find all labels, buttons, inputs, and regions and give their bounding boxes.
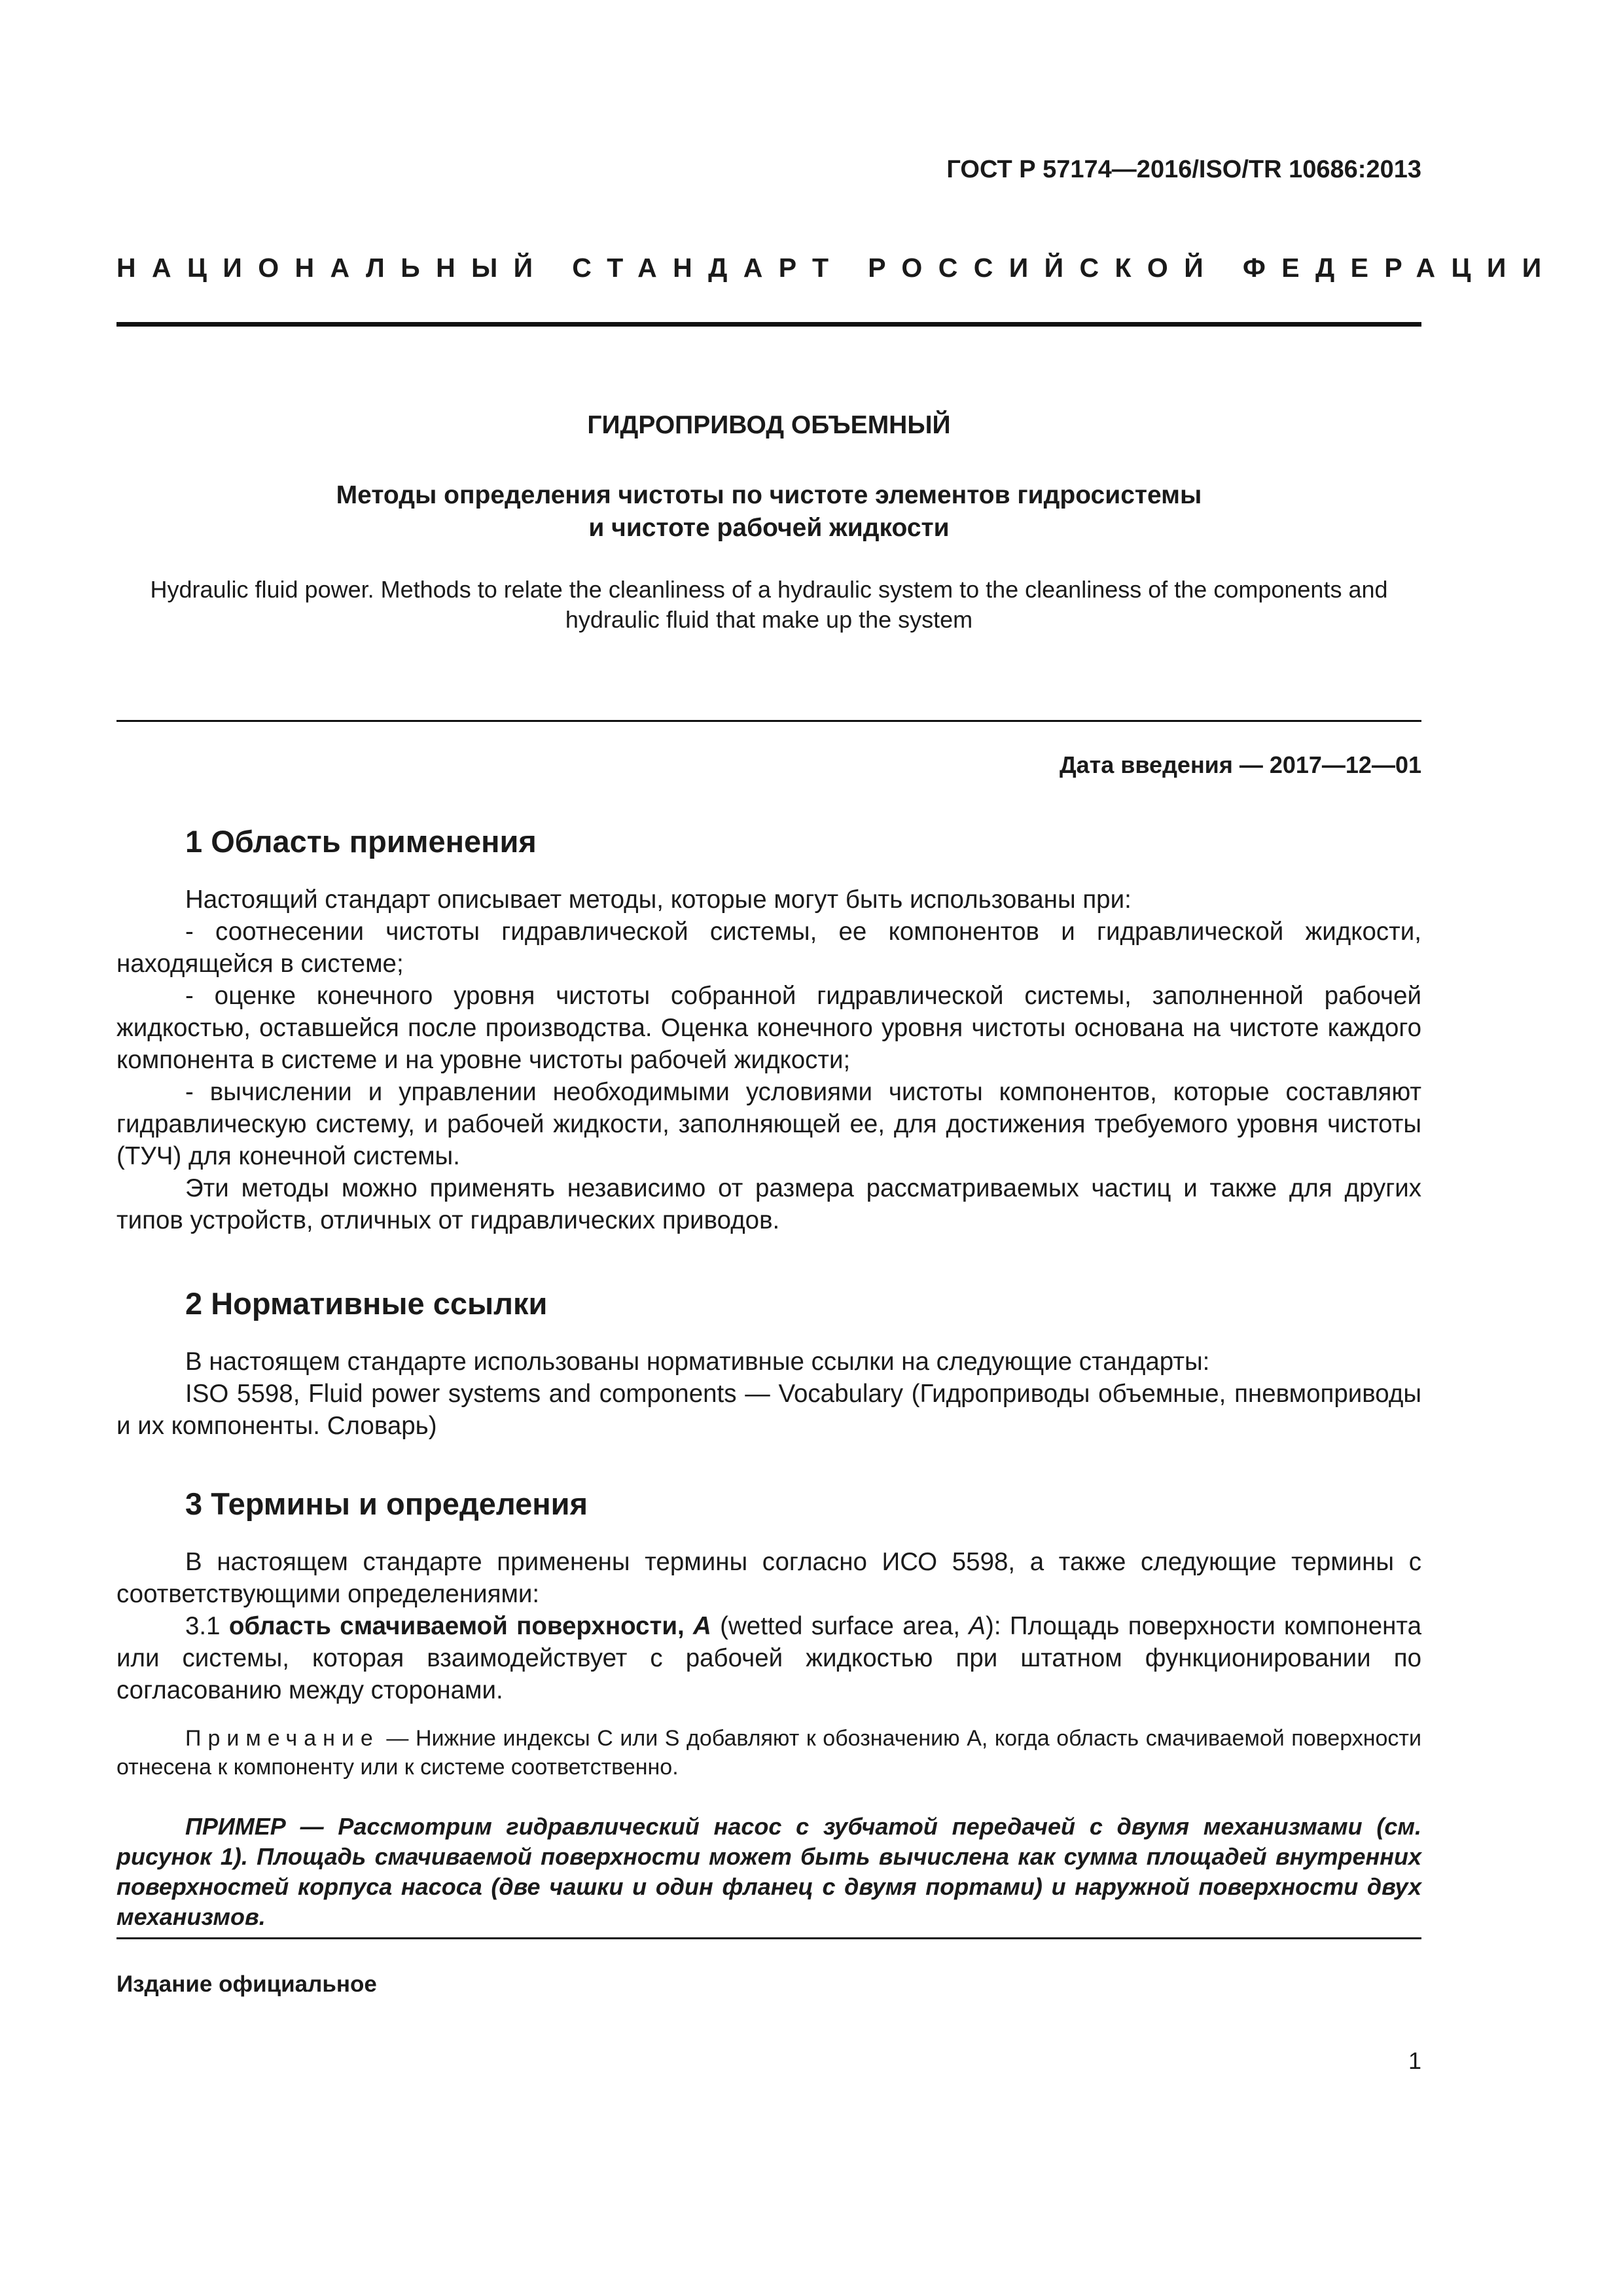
term-name: область смачиваемой поверхности, <box>228 1612 694 1640</box>
section-3-body <box>116 1546 1421 1706</box>
section-1-paragraph: Эти методы можно применять независимо от размера рассматриваемых частиц и также для других типов устройств, отличных от гидравлических приводов. <box>116 1174 1421 1234</box>
official-edition-label: Издание официальное <box>116 1971 377 1997</box>
term-definition <box>116 1610 1421 1706</box>
section-1-list-item: - соотнесении чистоты гидравлической системы, ее компонентов и гидравлической жидкости, находящейся в системе; <box>116 918 1421 978</box>
section-1-paragraph: Настоящий стандарт описывает методы, которые могут быть использованы при: <box>185 886 1132 914</box>
section-2-heading: 2 Нормативные ссылки <box>185 1286 548 1321</box>
term-number: 3.1 <box>185 1612 229 1640</box>
section-1-list-item: - вычислении и управлении необходимыми условиями чистоты компонентов, которые составляют гидравлическую систему, и рабочей жидкости, заполняющей ее, для достижения требуемого уровня чистоты (ТУЧ) для конечной системы. <box>116 1078 1421 1170</box>
page-number: 1 <box>1408 2047 1421 2074</box>
term-english-symbol: A <box>969 1612 986 1640</box>
national-standard-banner: НАЦИОНАЛЬНЫЙ СТАНДАРТ РОССИЙСКОЙ ФЕДЕРАЦИИ <box>116 253 1558 283</box>
document-title: ГИДРОПРИВОД ОБЪЕМНЫЙ <box>587 411 951 439</box>
section-2-paragraph: В настоящем стандарте использованы нормативные ссылки на следующие стандарты: <box>185 1348 1210 1376</box>
example-text: ПРИМЕР — Рассмотрим гидравлический насос с зубчатой передачей с двумя механизмами (см. рисунок 1). Площадь смачиваемой поверхности может быть вычислена как сумма площадей внутренних поверхностей корпуса насоса (две чашки и один фланец с двумя портами) и наружной поверхности двух механизмов. <box>116 1813 1421 1930</box>
english-title <box>116 575 1421 635</box>
section-1-list-item: - оценке конечного уровня чистоты собранной гидравлической системы, заполненной рабочей жидкостью, оставшейся после производства. Оценка конечного уровня чистоты основана на чистоте каждого компонента в системе и на уровне чистоты рабочей жидкости; <box>116 982 1421 1074</box>
document-subtitle <box>116 479 1421 545</box>
note-label: Примечание <box>185 1726 380 1751</box>
note-text: — Нижние индексы С или S добавляют к обозначению А, когда область смачиваемой поверхности отнесена к компоненту или к системе соответственно. <box>116 1726 1421 1780</box>
note-block <box>116 1724 1421 1782</box>
section-2-body <box>116 1346 1421 1442</box>
term-english-open: (wetted surface area, <box>711 1612 969 1640</box>
section-1-heading: 1 Область применения <box>185 824 537 859</box>
english-title-line-2: hydraulic fluid that make up the system <box>565 606 973 633</box>
english-title-line-1: Hydraulic fluid power. Methods to relate the cleanliness of a hydraulic system to the cleanliness of the components and <box>150 576 1388 603</box>
section-3-paragraph: В настоящем стандарте применены термины согласно ИСО 5598, а также следующие термины с соответствующими определениями: <box>116 1548 1421 1608</box>
example-block <box>116 1812 1421 1932</box>
section-1-body <box>116 884 1421 1236</box>
gost-code: ГОСТ Р 57174—2016/ISO/TR 10686:2013 <box>946 156 1421 183</box>
term-definition-text: ): Площадь поверхности компонента или системы, которая взаимодействует с рабочей жидкостью при штатном функционировании по согласованию между сторонами. <box>116 1612 1422 1704</box>
subtitle-line-1: Методы определения чистоты по чистоте элементов гидросистемы <box>336 481 1202 509</box>
section-3-heading: 3 Термины и определения <box>185 1486 588 1521</box>
header-divider <box>116 322 1421 327</box>
subtitle-line-2: и чистоте рабочей жидкости <box>588 514 950 542</box>
term-symbol: A <box>693 1612 711 1640</box>
introduction-date: Дата введения — 2017—12—01 <box>1059 751 1421 778</box>
title-divider <box>116 720 1421 722</box>
footer-divider <box>116 1937 1421 1939</box>
normative-reference: ISO 5598, Fluid power systems and components — Vocabulary (Гидроприводы объемные, пневмоприводы и их компоненты. Словарь) <box>116 1380 1421 1440</box>
